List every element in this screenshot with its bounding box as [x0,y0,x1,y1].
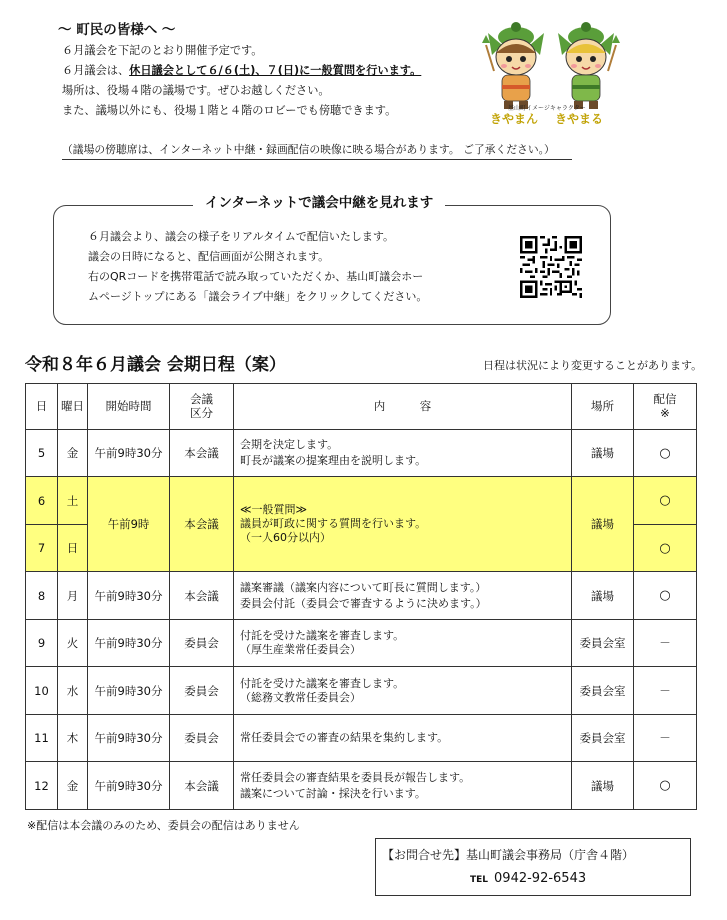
schedule-note: 日程は状況により変更することがあります。 [483,359,703,372]
cell-start-time: 午前9時30分 [88,430,170,477]
cell-day: 6 [26,477,58,525]
header-weekday: 曜日 [58,384,88,430]
greeting-line-1: ６月議会を下記のとおり開催予定です。 [62,44,263,57]
greeting-line-2 [62,62,421,78]
cell-day: 11 [26,715,58,762]
cell-stream: － [634,667,697,715]
cell-place: 議場 [572,430,634,477]
cell-weekday: 木 [58,715,88,762]
cell-weekday: 月 [58,572,88,620]
cell-meeting-type: 委員会 [170,620,234,667]
cell-weekday: 水 [58,667,88,715]
cell-day: 7 [26,525,58,572]
cell-stream: ○ [634,762,697,810]
cell-content [234,477,572,572]
content-line: 議案について討論・採決を行います。 [240,786,426,800]
contact-box [375,838,691,896]
header-day: 日 [26,384,58,430]
cell-meeting-type: 本会議 [170,430,234,477]
content-line: （総務文教常任委員会） [240,690,361,704]
content-line: 付託を受けた議案を審査します。 [240,629,405,643]
content-line: （厚生産業常任委員会） [240,643,361,656]
header-stream-text: 配信※ [653,392,677,420]
table-row [26,620,697,667]
cell-place: 委員会室 [572,620,634,667]
greeting-line-2-emphasis: 休日議会として６/６(土)、７(日)に一般質問を行います。 [129,64,422,77]
cell-start-time: 午前9時30分 [88,572,170,620]
table-row [26,430,697,477]
greeting-line-4: また、議場以外にも、役場１階と４階のロビーでも傍聴できます。 [62,104,397,117]
cell-stream: ○ [634,572,697,620]
mascot-left [482,22,544,109]
cell-place: 議場 [572,762,634,810]
cell-start-time: 午前9時30分 [88,620,170,667]
qr-code[interactable] [520,236,582,298]
contact-label: 【お問合せ先】基山町議会事務局（庁舎４階） [382,848,635,862]
cell-start-time: 午前9時30分 [88,715,170,762]
contact-phone [382,871,690,886]
cell-weekday: 金 [58,430,88,477]
cell-content [234,715,572,762]
cell-weekday: 金 [58,762,88,810]
content-line: ≪一般質問≫ [240,502,308,516]
content-line: 常任委員会の審査結果を委員長が報告します。 [240,770,471,784]
table-row [26,572,697,620]
cell-weekday: 火 [58,620,88,667]
internet-line-4: ムページトップにある「議会ライブ中継」をクリックしてください。 [88,290,428,303]
schedule-table [25,383,697,810]
table-row [26,715,697,762]
internet-line-1: ６月議会より、議会の様子をリアルタイムで配信いたします。 [88,230,395,243]
header-meeting-type [170,384,234,430]
tel-label: TEL [470,875,489,885]
content-line: 議案審議（議案内容について町長に質問します。） [240,580,487,594]
greeting-line-2-prefix: ６月議会は、 [62,64,130,77]
content-line: （一人60分以内） [240,531,331,545]
content-line: 委員会付託（委員会で審査するように決めます。） [240,596,487,610]
header-meeting-type-text: 会議区分 [189,392,213,420]
cell-stream: ○ [634,430,697,477]
content-line: 付託を受けた議案を審査します。 [240,676,405,690]
content-line: 常任委員会での審査の結果を集約します。 [240,731,449,745]
cell-content [234,430,572,477]
cell-stream: － [634,715,697,762]
cell-start-time: 午前9時 [88,477,170,572]
cell-place: 委員会室 [572,715,634,762]
cell-weekday: 日 [58,525,88,572]
greeting-title: ～ 町民の皆様へ ～ [58,22,176,38]
table-row [26,762,697,810]
cell-day: 10 [26,667,58,715]
cell-day: 12 [26,762,58,810]
broadcast-notice: （議場の傍聴席は、インターネット中継・録画配信の映像に映る場合があります。 ご了承ください。） [62,143,555,156]
header-place: 場所 [572,384,634,430]
cell-meeting-type: 本会議 [170,477,234,572]
mascot-caption: 基山町イメージキャラクター [508,105,586,112]
cell-meeting-type: 本会議 [170,762,234,810]
cell-day: 5 [26,430,58,477]
greeting-line-3: 場所は、役場４階の議場です。ぜひお越しください。 [62,84,330,97]
mascot-right [558,22,620,109]
header-content: 内 容 [234,384,572,430]
cell-place: 委員会室 [572,667,634,715]
notice-underline [62,159,572,160]
cell-day: 9 [26,620,58,667]
cell-content [234,572,572,620]
cell-start-time: 午前9時30分 [88,762,170,810]
cell-meeting-type: 委員会 [170,667,234,715]
mascot-name-kiyamaru: きやまる [555,112,604,126]
stream-footnote: ※配信は本会議のみのため、委員会の配信はありません [27,819,300,832]
content-line: 会期を決定します。 [240,438,339,452]
cell-content [234,620,572,667]
cell-content [234,762,572,810]
header-start-time: 開始時間 [88,384,170,430]
schedule-title: 令和８年６月議会 会期日程（案） [25,355,286,375]
cell-place: 議場 [572,477,634,572]
cell-meeting-type: 委員会 [170,715,234,762]
internet-heading: インターネットで議会中継を見れます [193,191,445,211]
cell-content [234,667,572,715]
cell-day: 8 [26,572,58,620]
internet-line-3: 右のQRコードを携帯電話で読み取っていただくか、基山町議会ホー [88,270,424,283]
cell-stream: － [634,620,697,667]
table-header-row [26,384,697,430]
content-line: 議員が町政に関する質問を行います。 [240,516,427,530]
phone-number[interactable]: 0942-92-6543 [494,871,587,886]
header-stream [634,384,697,430]
table-row [26,477,697,525]
cell-weekday: 土 [58,477,88,525]
cell-stream: ○ [634,477,697,525]
cell-stream: ○ [634,525,697,572]
mascot-name-kiyaman: きやまん [490,112,539,126]
internet-line-2: 議会の日時になると、配信画面が公開されます。 [88,250,330,263]
cell-place: 議場 [572,572,634,620]
content-line: 町長が議案の提案理由を説明します。 [240,454,427,467]
table-row [26,667,697,715]
cell-meeting-type: 本会議 [170,572,234,620]
cell-start-time: 午前9時30分 [88,667,170,715]
